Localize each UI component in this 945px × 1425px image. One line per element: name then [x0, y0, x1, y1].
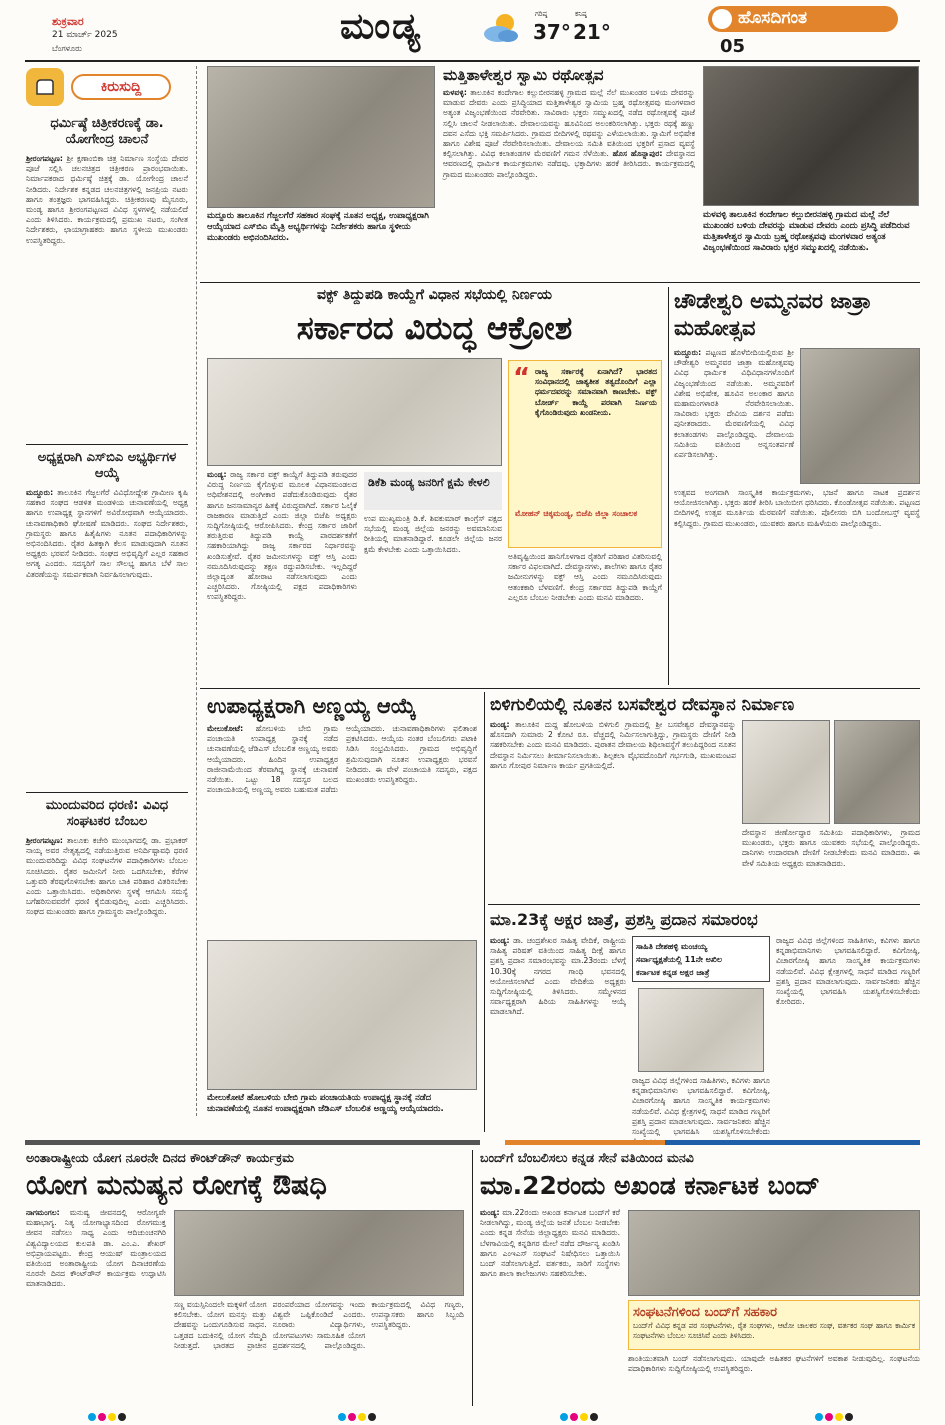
story-text: ಸಣ್ಣ ವಯಸ್ಸಿನಿಂದಲೇ ಮಕ್ಕಳಿಗೆ ಯೋಗ ಕಲಿಸಬೇಕು. ಯೋಗ ಮನಸ್ಸು ಮತ್ತು ದೇಹವನ್ನು ಒಂದುಗೂಡಿಸುವ ಸಾಧನ. ಒತ್ತಡದ ಬದುಕಿನಲ್ಲಿ ಯೋಗ ನೆಮ್ಮದಿ ನೀಡುತ್ತದೆ. ಭಾರತದ ಪ್ರಾಚೀನ ಪರಂಪರೆಯಾದ ಯೋಗವನ್ನು ಇಂದು ವಿಶ್ವವೇ ಒಪ್ಪಿಕೊಂಡಿದೆ ಎಂದರು. ನೂರಾರು ವಿದ್ಯಾರ್ಥಿಗಳು, ಯೋಗಪಟುಗಳು ಸಾಮೂಹಿಕ ಯೋಗ ಪ್ರದರ್ಶನದಲ್ಲಿ ಪಾಲ್ಗೊಂಡಿದ್ದರು. ಕಾರ್ಯಕ್ರಮದಲ್ಲಿ ವಿವಿಧ ಗಣ್ಯರು, ಉಪನ್ಯಾಸಕರು ಹಾಗೂ ಸಿಬ್ಬಂದಿ ಉಪಸ್ಥಿತರಿದ್ದರು. — [174, 1300, 464, 1350]
quote-byline: ಮೋಹನ್ ಚಿಕ್ಕಮಂಡ್ಯ, ಬಿಜೆಪಿ ಜಿಲ್ಲಾ ಸಂಚಾಲಕ — [515, 509, 638, 518]
registration-marks-center — [338, 1406, 398, 1416]
divider — [26, 444, 188, 445]
divider — [200, 688, 920, 689]
photo-caption: ಮೇಲುಕೋಟೆ ಹೋಬಳಿಯ ಬೇಬಿ ಗ್ರಾಮ ಪಂಚಾಯತಿಯ ಉಪಾಧ್ಯಕ್ಷ ಸ್ಥಾನಕ್ಕೆ ನಡೆದ ಚುನಾವಣೆಯಲ್ಲಿ ನೂತನ ಉಪಾಧ್ಯಕ್ಷರಾಗಿ ಜೆಡಿಎಸ್ ಬೆಂಬಲಿತ ಅಣ್ಣಯ್ಯ ಆಯ್ಕೆಯಾದರು. — [207, 1093, 444, 1114]
yoga-body-2 — [174, 1300, 464, 1404]
story-text: ಮಾ.22ರಂದು ಅಖಂಡ ಕರ್ನಾಟಕ ಬಂದ್‌ಗೆ ಕರೆ ನೀಡಲಾಗಿದ್ದು, ಮಂಡ್ಯ ಜಿಲ್ಲೆಯ ಜನತೆ ಬೆಂಬಲ ನೀಡಬೇಕು ಎಂದು ಕನ್ನಡ ಸೇನೆಯ ಜಿಲ್ಲಾಧ್ಯಕ್ಷರು ಮನವಿ ಮಾಡಿದರು. ಬೆಳಗಾವಿಯಲ್ಲಿ ಕನ್ನಡಿಗರ ಮೇಲೆ ನಡೆದ ದೌರ್ಜನ್ಯ ಖಂಡಿಸಿ ಹಾಗೂ ಎಂಇಎಸ್ ಸಂಘಟನೆ ನಿಷೇಧಿಸಲು ಒತ್ತಾಯಿಸಿ ಬಂದ್ ನಡೆಸಲಾಗುತ್ತಿದೆ. ವರ್ತಕರು, ಸಾರಿಗೆ ಸಂಸ್ಥೆಗಳು ಹಾಗೂ ಶಾಲಾ ಕಾಲೇಜುಗಳು ಸಹಕರಿಸಬೇಕು. — [480, 1208, 620, 1279]
waqf-body-col1 — [207, 470, 357, 682]
paper-name: ಹೊಸದಿಗಂತ — [738, 8, 808, 28]
temple-tower-photo — [800, 348, 920, 484]
panchayat-members-photo — [207, 940, 477, 1090]
story-text: ತಾಲೂಕಿನ ಕಂದೇಗಾಲ ಕಲ್ಲುಬೀರನಹಳ್ಳಿ ಗ್ರಾಮದ ಮಲ್ಲೆ ನೆಲೆ ಮುಖಂಡರ ಬಳಿಯ ದೇವರನ್ನು ಮಾಡುವ ದೇವರು ಎಂದು ಪ್ರಸಿದ್ಧಿಯಾದ ಮತ್ತಿತಾಳೇಶ್ವರ ಸ್ವಾಮಿಯ ಬ್ರಹ್ಮ ರಥೋತ್ಸವವು ಮಂಗಳವಾರ ಅತ್ಯಂತ ವಿಜೃಂಭಣೆಯಿಂದ ನೆರವೇರಿತು. ಸಾವಿರಾರು ಭಕ್ತರು ಸಮ್ಮುಖದಲ್ಲಿ ನಡೆದ ರಥೋತ್ಸವಕ್ಕೆ ಪೂಜೆ ಸಲ್ಲಿಸಿ ಚಾಲನೆ ನೀಡಲಾಯಿತು. ದೇವಾಲಯವನ್ನು ಹೂವಿನಿಂದ ಅಲಂಕರಿಸಲಾಗಿತ್ತು. ಭಕ್ತರು ರಥಕ್ಕೆ ಹಣ್ಣು ದವನ ಎಸೆದು ಭಕ್ತಿ ಸಮರ್ಪಿಸಿದರು. ಗ್ರಾಮದ ಬೀದಿಗಳಲ್ಲಿ ರಥವನ್ನು ಎಳೆಯಲಾಯಿತು. ಸ್ವಾಮಿಗೆ ಅಭಿಷೇಕ ಹಾಗೂ ವಿಶೇಷ ಪೂಜೆ ನೆರವೇರಿಸಲಾಯಿತು. ದೇವಾಲಯ ಸಮಿತಿ ವತಿಯಿಂದ ಭಕ್ತರಿಗೆ ಪ್ರಸಾದ ವ್ಯವಸ್ಥೆ ಕಲ್ಪಿಸಲಾಗಿತ್ತು. ವಿವಿಧ ಕಲಾತಂಡಗಳ ಮೆರವಣಿಗೆ ಗಮನ ಸೆಳೆಯಿತು. — [443, 88, 696, 159]
story-text: ಶಾಂತಿಯುತವಾಗಿ ಬಂದ್ ನಡೆಸಲಾಗುವುದು. ಯಾವುದೇ ಅಹಿತಕರ ಘಟನೆಗಳಿಗೆ ಅವಕಾಶ ನೀಡುವುದಿಲ್ಲ. ಸಂಘಟನೆಯ ಪದಾಧಿಕಾರಿಗಳು ಸುದ್ದಿಗೋಷ್ಠಿಯಲ್ಲಿ ಉಪಸ್ಥಿತರಿದ್ದರು. — [628, 1354, 920, 1374]
yoga-headline: ಯೋಗ ಮನುಷ್ಯನ ರೋಗಕ್ಕೆ ಔಷಧಿ — [26, 1170, 327, 1201]
story-headline: ಧರ್ಮಿಷ್ಠೆ ಚಿತ್ರೀಕರಣಕ್ಕೆ ಡಾ. ಯೋಗೇಂದ್ರ ಚಾಲನೆ — [50, 116, 164, 147]
strip-orange — [505, 1140, 665, 1145]
basava-headline: ಬಿಳಿಗುಲಿಯಲ್ಲಿ ನೂತನ ಬಸವೇಶ್ವರ ದೇವಸ್ಥಾನ ನಿರ್ಮಾಣ — [490, 695, 795, 715]
date-label: 21 ಮಾರ್ಚ್ 2025 — [52, 30, 118, 40]
story-text: ಮನುಷ್ಯ ಜೀವನದಲ್ಲಿ ಆರೋಗ್ಯವೇ ಮಹಾಭಾಗ್ಯ. ನಿತ್ಯ ಯೋಗಾಭ್ಯಾಸದಿಂದ ರೋಗಮುಕ್ತ ಜೀವನ ನಡೆಸಲು ಸಾಧ್ಯ ಎಂದು ಆದಿಚುಂಚನಗಿರಿ ವಿಶ್ವವಿದ್ಯಾಲಯದ ಕುಲಪತಿ ಡಾ. ಎಂ.ಎ. ಶೇಖರ್ ಅಭಿಪ್ರಾಯಪಟ್ಟರು. ಕೇಂದ್ರ ಆಯುಷ್ ಮಂತ್ರಾಲಯದ ವತಿಯಿಂದ ಅಂತಾರಾಷ್ಟ್ರೀಯ ಯೋಗ ದಿನಾಚರಣೆಯ ನೂರನೇ ದಿನದ ಕೌಂಟ್‌ಡೌನ್ ಕಾರ್ಯಕ್ರಮ ಉದ್ಘಾಟಿಸಿ ಮಾತನಾಡಿದರು. — [26, 1208, 166, 1289]
registration-marks-right — [560, 1406, 620, 1416]
dateline: ಮೇಲುಕೋಟೆ: — [207, 724, 244, 733]
dateline: ಮಳವಳ್ಳಿ: — [443, 88, 467, 97]
quote-mark-icon: “ — [513, 363, 531, 393]
basava-body-2 — [742, 828, 920, 900]
story-body — [480, 1208, 620, 1279]
akshara-body-2: ರಾಜ್ಯದ ವಿವಿಧ ಜಿಲ್ಲೆಗಳಿಂದ ಸಾಹಿತಿಗಳು, ಕವಿಗಳು ಹಾಗೂ ಕನ್ನಡಾಭಿಮಾನಿಗಳು ಭಾಗವಹಿಸಲಿದ್ದಾರೆ. ಕವಿಗೋಷ್ಠಿ, ವಿಚಾರಗೋಷ್ಠಿ ಹಾಗೂ ಸಾಂಸ್ಕೃತಿಕ ಕಾರ್ಯಕ್ರಮಗಳು ನಡೆಯಲಿವೆ. ವಿವಿಧ ಕ್ಷೇತ್ರಗಳಲ್ಲಿ ಸಾಧನೆ ಮಾಡಿದ ಗಣ್ಯರಿಗೆ ಪ್ರಶಸ್ತಿ ಪ್ರದಾನ ಮಾಡಲಾಗುವುದು. ಸಾರ್ವಜನಿಕರು ಹೆಚ್ಚಿನ ಸಂಖ್ಯೆಯಲ್ಲಿ ಭಾಗವಹಿಸಿ ಯಶಸ್ವಿಗೊಳಿಸಬೇಕೆಂದು — [632, 1076, 770, 1137]
left-story-1 — [26, 116, 188, 440]
temple-model-photo — [742, 720, 830, 824]
story-body — [490, 720, 736, 771]
akshara-body-1 — [490, 936, 626, 1126]
dateline: ಶ್ರೀರಂಗಪಟ್ಟಣ: — [26, 154, 63, 163]
basava-body-1 — [490, 720, 736, 900]
story-body — [26, 154, 188, 246]
story-text: ದೇವಸ್ಥಾನದ ಆವರಣದಲ್ಲಿ ಧಾರ್ಮಿಕ ಕಾರ್ಯಕ್ರಮಗಳು ನಡೆದವು. ಭಕ್ತಾದಿಗಳು ಹರಕೆ ತೀರಿಸಿದರು. ಕಾರ್ಯಕ್ರಮದಲ್ಲಿ ಗ್ರಾಮದ ಮುಖಂಡರು ಪಾಲ್ಗೊಂಡಿದ್ದರು. — [443, 149, 695, 179]
kannada-sene-photo — [628, 1210, 920, 1296]
highlight-line-1: ಸಾಹಿತಿ ದೇಶಹಳ್ಳಿ ಮಂಚಯ್ಯ — [636, 942, 708, 951]
highlight-box — [632, 936, 770, 982]
dateline: ಮದ್ದೂರು: — [26, 488, 54, 497]
akshara-body-3 — [776, 936, 920, 1132]
min-temp: 21° — [573, 20, 611, 44]
choudeshwari-headline: ಚೌಡೇಶ್ವರಿ ಅಮ್ಮನವರ ಜಾತ್ರಾ ಮಹೋತ್ಸವ — [674, 289, 872, 340]
chariot-festival-photo — [703, 66, 919, 206]
column-rule — [472, 1150, 473, 1406]
bandh-headline: ಮಾ.22ರಂದು ಅಖಂಡ ಕರ್ನಾಟಕ ಬಂದ್ — [480, 1171, 820, 1200]
support-box — [628, 1300, 920, 1350]
day-label: ಶುಕ್ರವಾರ — [52, 15, 84, 28]
min-temp-label: ಕನಿಷ್ಠ — [575, 10, 587, 18]
dateline: ನಾಗಮಂಗಲ: — [26, 1208, 60, 1217]
photo-caption: ಮಳವಳ್ಳಿ ತಾಲೂಕಿನ ಕಂದೇಗಾಲ ಕಲ್ಲುಬೀರನಹಳ್ಳಿ ಗ್ರಾಮದ ಮಲ್ಲೆ ನೆಲೆ ಮುಖಂಡರ ಬಳಿಯ ದೇವರನ್ನು ಮಾಡುವ ದೇವರು ಎಂದು ಪ್ರಸಿದ್ಧಿ ಪಡೆದಿರುವ ಮತ್ತಿತಾಳೇಶ್ವರ ಸ್ವಾಮಿಯ ಬ್ರಹ್ಮ ರಥೋತ್ಸವವು ಮಂಗಳವಾರ ಅತ್ಯಂತ ವಿಜೃಂಭಣೆಯಿಂದ ಸಾವಿರಾರು ಭಕ್ತರ ಸಮ್ಮುಖದಲ್ಲಿ ನಡೆಯಿತು. — [703, 210, 910, 253]
page-number: 05 — [720, 36, 746, 57]
bottom-color-strip — [25, 1140, 920, 1145]
story-text: ತಾಲೂಕು ಕಚೇರಿ ಮುಂಭಾಗದಲ್ಲಿ ಡಾ. ಪ್ರಭಾಕರ್ ನಾಯ್ಕ ಅವರ ನೇತೃತ್ವದಲ್ಲಿ ನಡೆಯುತ್ತಿರುವ ಅನಿರ್ದಿಷ್ಟಾವಧಿ ಧರಣಿ ಮುಂದುವರಿದಿದ್ದು ವಿವಿಧ ಸಂಘಟನೆಗಳ ಪದಾಧಿಕಾರಿಗಳು ಬೆಂಬಲ ಸೂಚಿಸಿದರು. ರೈತರ ಜಮೀನಿಗೆ ನೀರು ಒದಗಿಸಬೇಕು, ಕೆರೆಗಳ ಒತ್ತುವರಿ ತೆರವುಗೊಳಿಸಬೇಕು ಹಾಗೂ ಬಾಕಿ ಪರಿಹಾರ ವಿತರಿಸಬೇಕು ಎಂದು ಒತ್ತಾಯಿಸಿದರು. ಅಧಿಕಾರಿಗಳು ಸ್ಥಳಕ್ಕೆ ಆಗಮಿಸಿ ಸಮಸ್ಯೆ ಬಗೆಹರಿಸುವವರೆಗೆ ಧರಣಿ ಕೈಬಿಡುವುದಿಲ್ಲ ಎಂದು ಎಚ್ಚರಿಸಿದರು. ಸಂಘದ ಮುಖಂಡರು ಹಾಗೂ ಗ್ರಾಮಸ್ಥರು ಪಾಲ್ಗೊಂಡಿದ್ದರು. — [26, 836, 188, 917]
support-box-body: ಬಂದ್‌ಗೆ ವಿವಿಧ ಕನ್ನಡ ಪರ ಸಂಘಟನೆಗಳು, ರೈತ ಸಂಘಗಳು, ಆಟೋ ಚಾಲಕರ ಸಂಘ, ವರ್ತಕರ ಸಂಘ ಹಾಗೂ ಕಾರ್ಮಿಕ ಸಂಘಟನೆಗಳು ಬೆಂಬಲ ಸೂಚಿಸಿವೆ ಎಂದು ತಿಳಿಸಿದರು. — [633, 1321, 915, 1340]
dateline: ಮಂಡ್ಯ: — [490, 720, 510, 729]
waqf-kicker: ವಕ್ಫ್ ತಿದ್ದುಪಡಿ ಕಾಯ್ದೆಗೆ ವಿಧಾನ ಸಭೆಯಲ್ಲಿ ನಿರ್ಣಯ — [317, 287, 552, 303]
committee-photo — [834, 720, 920, 824]
story-text: ಶ್ರೀ ಕ್ಷಣಾಂಬಿಕಾ ಚಿತ್ರ ನಿರ್ಮಾಣ ಸಂಸ್ಥೆಯ ದೇವರ ಪೂಜೆ ಸಲ್ಲಿಸಿ ಚಲನಚಿತ್ರದ ಚಿತ್ರೀಕರಣ ಪ್ರಾರಂಭವಾಯಿತು. ನಿರ್ಮಾಪಕರಾದ ಧರ್ಮಿಷ್ಠೆ ಚಿತ್ರಕ್ಕೆ ಡಾ. ಯೋಗೇಂದ್ರ ಚಾಲನೆ ನೀಡಿದರು. ನಿರ್ದೇಶಕ ಕನ್ನಡದ ಚಲನಚಿತ್ರಗಳಲ್ಲಿ ಜನಪ್ರಿಯ ನಟರು ಹಾಗೂ ತಂತ್ರಜ್ಞರು ಭಾಗವಹಿಸಿದ್ದರು. ಚಿತ್ರೀಕರಣವು ಮೈಸೂರು, ಮಂಡ್ಯ ಹಾಗೂ ಶ್ರೀರಂಗಪಟ್ಟಣದ ವಿವಿಧ ಸ್ಥಳಗಳಲ್ಲಿ ನಡೆಯಲಿದೆ ಎಂದು ತಿಳಿಸಿದರು. ಕಾರ್ಯಕ್ರಮದಲ್ಲಿ ಪ್ರಮುಖ ನಟರು, ಸಂಗೀತ ನಿರ್ದೇಶಕರು, ಛಾಯಾಗ್ರಾಹಕರು ಹಾಗೂ ಸ್ಥಳೀಯ ಮುಖಂಡರು ಉಪಸ್ಥಿತರಿದ್ದರು. — [26, 154, 188, 245]
left-story-2 — [26, 450, 188, 830]
story-body — [26, 488, 188, 580]
divider — [488, 904, 920, 905]
city-label: ಬೆಂಗಳೂರು — [52, 44, 82, 53]
story-text: ಉತ್ಸವದ ಅಂಗವಾಗಿ ಸಾಂಸ್ಕೃತಿಕ ಕಾರ್ಯಕ್ರಮಗಳು, ಭಜನೆ ಹಾಗೂ ನಾಟಕ ಪ್ರದರ್ಶನ ಆಯೋಜಿಸಲಾಗಿತ್ತು. ಭಕ್ತರು ಹರಕೆ ತೀರಿಸಿ ಬಾಯಿಬೀಗ ಧರಿಸಿದರು. ಕೊಂಡೋತ್ಸವ ನಡೆಯಿತು. ಪಟ್ಟಣದ ಬೀದಿಗಳಲ್ಲಿ ಉತ್ಸವ ಮೂರ್ತಿಯ ಮೆರವಣಿಗೆ ನಡೆಯಿತು. ಪೊಲೀಸರು ಬಿಗಿ ಬಂದೋಬಸ್ತ್ ವ್ಯವಸ್ಥೆ ಕಲ್ಪಿಸಿದ್ದರು. ಗ್ರಾಮದ ಮುಖಂಡರು, ಯುವಕರು ಹಾಗೂ ಮಹಿಳೆಯರು ಪಾಲ್ಗೊಂಡಿದ್ದರು. — [674, 488, 920, 528]
story-body — [26, 836, 188, 918]
divider — [26, 792, 188, 793]
highlight-line-2: ಸರ್ವಾಧ್ಯಕ್ಷತೆಯಲ್ಲಿ 11ನೇ ಅಖಿಲ — [636, 955, 723, 964]
choudeshwari-body-1 — [674, 348, 794, 483]
dateline: ಹೊಸ ಹೊನ್ನಾಪುರ: — [612, 149, 663, 159]
dateline: ಮಂಡ್ಯ: — [480, 1208, 500, 1217]
story-text: ರಾಜ್ಯದ ವಿವಿಧ ಜಿಲ್ಲೆಗಳಿಂದ ಸಾಹಿತಿಗಳು, ಕವಿಗಳು ಹಾಗೂ ಕನ್ನಡಾಭಿಮಾನಿಗಳು ಭಾಗವಹಿಸಲಿದ್ದಾರೆ. ಕವಿಗೋಷ್ಠಿ, ವಿಚಾರಗೋಷ್ಠಿ ಹಾಗೂ ಸಾಂಸ್ಕೃತಿಕ ಕಾರ್ಯಕ್ರಮಗಳು ನಡೆಯಲಿವೆ. ವಿವಿಧ ಕ್ಷೇತ್ರಗಳಲ್ಲಿ ಸಾಧನೆ ಮಾಡಿದ ಗಣ್ಯರಿಗೆ ಪ್ರಶಸ್ತಿ ಪ್ರದಾನ ಮಾಡಲಾಗುವುದು. ಸಾರ್ವಜನಿಕರು ಹೆಚ್ಚಿನ ಸಂಖ್ಯೆಯಲ್ಲಿ ಭಾಗವಹಿಸಿ ಯಶಸ್ವಿಗೊಳಿಸಬೇಕೆಂದು ಕೋರಿದರು. — [776, 936, 920, 1007]
bandh-body-2 — [628, 1354, 920, 1404]
left-story-3 — [26, 798, 188, 1120]
highlight-line-3: ಕರ್ನಾಟಕ ಕನ್ನಡ ಅಕ್ಷರ ಜಾತ್ರೆ — [636, 968, 710, 977]
akshara-headline: ಮಾ.23ಕ್ಕೆ ಅಕ್ಷರ ಜಾತ್ರೆ, ಪ್ರಶಸ್ತಿ ಪ್ರದಾನ ಸಮಾರಂಭ — [490, 910, 758, 929]
yoga-kicker: ಅಂತಾರಾಷ್ಟ್ರೀಯ ಯೋಗ ನೂರನೇ ದಿನದ ಕೌಂಟ್‌ಡೌನ್ ಕಾರ್ಯಕ್ರಮ — [26, 1150, 295, 1165]
annayya-body — [207, 724, 477, 934]
kirusuddi-label: ಕಿರುಸುದ್ದಿ — [71, 74, 171, 100]
story-text: ಪಟ್ಟಣದ ಹೊಳೆಬೀದಿಯಲ್ಲಿರುವ ಶ್ರೀ ಚೌಡೇಶ್ವರಿ ಅಮ್ಮನವರ ಜಾತ್ರಾ ಮಹೋತ್ಸವವು ವಿವಿಧ ಧಾರ್ಮಿಕ ವಿಧಿವಿಧಾನಗಳೊಂದಿಗೆ ವಿಜೃಂಭಣೆಯಿಂದ ನಡೆಯಿತು. ಅಮ್ಮನವರಿಗೆ ವಿಶೇಷ ಅಭಿಷೇಕ, ಹೂವಿನ ಅಲಂಕಾರ ಹಾಗೂ ಮಹಾಮಂಗಳಾರತಿ ನೆರವೇರಿಸಲಾಯಿತು. ಸಾವಿರಾರು ಭಕ್ತರು ದೇವಿಯ ದರ್ಶನ ಪಡೆದು ಪುನೀತರಾದರು. ಮೆರವಣಿಗೆಯಲ್ಲಿ ವಿವಿಧ ಕಲಾತಂಡಗಳು ಪಾಲ್ಗೊಂಡಿದ್ದವು. ದೇವಾಲಯ ಸಮಿತಿಯ ವತಿಯಿಂದ ಅನ್ನಸಂತರ್ಪಣೆ ಏರ್ಪಡಿಸಲಾಗಿತ್ತು. — [674, 348, 794, 460]
story-body — [443, 88, 695, 180]
strip-dark — [25, 1140, 480, 1145]
story-text: ತಾಲೂಕಿನ ಗೆಜ್ಜಲಗೆರೆ ವಿವಿಧೋದ್ದೇಶ ಗ್ರಾಮೀಣ ಕೃಷಿ ಸಹಕಾರ ಸಂಘದ ಆಡಳಿತ ಮಂಡಳಿಯ ಚುನಾವಣೆಯಲ್ಲಿ ಅಧ್ಯಕ್ಷ ಹಾಗೂ ಉಪಾಧ್ಯಕ್ಷ ಸ್ಥಾನಗಳಿಗೆ ಅವಿರೋಧವಾಗಿ ಆಯ್ಕೆಯಾದರು. ಚುನಾವಣಾಧಿಕಾರಿ ಘೋಷಣೆ ಮಾಡಿದರು. ಸಂಘದ ನಿರ್ದೇಶಕರು, ಗ್ರಾಮಸ್ಥರು ಹಾಗೂ ಹಿತೈಷಿಗಳು ನೂತನ ಪದಾಧಿಕಾರಿಗಳನ್ನು ಅಭಿನಂದಿಸಿದರು. ರೈತರ ಹಿತಕ್ಕಾಗಿ ಕೆಲಸ ಮಾಡುವುದಾಗಿ ನೂತನ ಅಧ್ಯಕ್ಷರು ಭರವಸೆ ನೀಡಿದರು. ಸಂಘದ ಅಭಿವೃದ್ಧಿಗೆ ಎಲ್ಲರ ಸಹಕಾರ ಅಗತ್ಯ ಎಂದರು. ಸದಸ್ಯರಿಗೆ ಸಾಲ ಸೌಲಭ್ಯ ಹಾಗೂ ಬೆಳೆ ಸಾಲ ವಿತರಣೆಯನ್ನು ಸಮರ್ಪಕವಾಗಿ ನಿರ್ವಹಿಸಲಾಗುವುದು. — [26, 488, 189, 579]
story-body — [490, 936, 626, 1018]
strip-blue — [665, 1140, 920, 1145]
column-rule — [196, 66, 197, 1116]
story-text: ತಾಲೂಕಿನ ದುದ್ದ ಹೋಬಳಿಯ ಬಿಳಿಗುಲಿ ಗ್ರಾಮದಲ್ಲಿ ಶ್ರೀ ಬಸವೇಶ್ವರ ದೇವಸ್ಥಾನವನ್ನು ಹೊಸದಾಗಿ ಸುಮಾರು 2 ಕೋಟಿ ರೂ. ವೆಚ್ಚದಲ್ಲಿ ನಿರ್ಮಿಸಲಾಗುತ್ತಿದ್ದು, ಗ್ರಾಮಸ್ಥರು ದೇಣಿಗೆ ನೀಡಿ ಸಹಕರಿಸಬೇಕು ಎಂದು ಮನವಿ ಮಾಡಿದರು. ಪುರಾತನ ದೇವಾಲಯ ಶಿಥಿಲಾವಸ್ಥೆಗೆ ತಲುಪಿದ್ದರಿಂದ ನೂತನ ದೇವಸ್ಥಾನ ನಿರ್ಮಿಸಲು ತೀರ್ಮಾನಿಸಲಾಯಿತು. ಶಿಲ್ಪಕಲಾ ವೈಭವದೊಂದಿಗೆ ಗರ್ಭಗುಡಿ, ಮುಖಮಂಟಪ ಹಾಗೂ ಗೋಪುರ ನಿರ್ಮಾಣ ಕಾರ್ಯ ಪ್ರಗತಿಯಲ್ಲಿದೆ. — [490, 720, 736, 770]
story-text: ಡಾ. ಚಂದ್ರಶೇಖರ ಸಾಹಿತ್ಯ ವೇದಿಕೆ, ರಾಷ್ಟ್ರೀಯ ಸಾಹಿತ್ಯ ಪರಿಷತ್ ವತಿಯಿಂದ ಸಾಹಿತ್ಯ ದೀಕ್ಷೆ ಹಾಗೂ ಪ್ರಶಸ್ತಿ ಪ್ರದಾನ ಸಮಾರಂಭವನ್ನು ಮಾ.23ರಂದು ಬೆಳಗ್ಗೆ 10.30ಕ್ಕೆ ನಗರದ ಗಾಂಧಿ ಭವನದಲ್ಲಿ ಆಯೋಜಿಸಲಾಗಿದೆ ಎಂದು ವೇದಿಕೆಯ ಅಧ್ಯಕ್ಷರು ಸುದ್ದಿಗೋಷ್ಠಿಯಲ್ಲಿ ತಿಳಿಸಿದರು. ಸಮ್ಮೇಳನದ ಸರ್ವಾಧ್ಯಕ್ಷರಾಗಿ ಹಿರಿಯ ಸಾಹಿತಿಗಳನ್ನು ಆಯ್ಕೆ ಮಾಡಲಾಗಿದೆ. — [490, 936, 626, 1017]
waqf-headline: ಸರ್ಕಾರದ ವಿರುದ್ಧ ಆಕ್ರೋಶ — [296, 309, 573, 347]
sub-headline: ಡಿಕೆಶಿ ಮಂಡ್ಯ ಜನರಿಗೆ ಕ್ಷಮೆ ಕೇಳಲಿ — [364, 472, 502, 510]
story-text: ಅತಿವೃಷ್ಟಿಯಿಂದ ಹಾನಿಗೊಳಗಾದ ರೈತರಿಗೆ ಪರಿಹಾರ ವಿತರಿಸುವಲ್ಲಿ ಸರ್ಕಾರ ವಿಫಲವಾಗಿದೆ. ದೇವಸ್ಥಾನಗಳು, ಶಾಲೆಗಳು ಹಾಗೂ ರೈತರ ಜಮೀನುಗಳನ್ನು ವಕ್ಫ್ ಆಸ್ತಿ ಎಂದು ನಮೂದಿಸಿರುವುದು ಆತಂಕಕಾರಿ ಬೆಳವಣಿಗೆ. ಕೇಂದ್ರ ಸರ್ಕಾರದ ತಿದ್ದುಪಡಿ ಕಾಯ್ದೆಗೆ ಎಲ್ಲರೂ ಬೆಂಬಲ ನೀಡಬೇಕು ಎಂದು ಮನವಿ ಮಾಡಿದರು. — [508, 552, 662, 602]
quote-text: ರಾಜ್ಯ ಸರ್ಕಾರಕ್ಕೆ ಏನಾಗಿದೆ? ಭಾರತದ ಸಂವಿಧಾನದಲ್ಲಿ ಜಾತ್ಯತೀತ ತತ್ವದೊಂದಿಗೆ ಎಲ್ಲಾ ಧರ್ಮದವರನ್ನು ಸಮಾನವಾಗಿ ಕಾಣಬೇಕು. ವಕ್ಫ್ ಬೋರ್ಡ್ ಕಾಯ್ದೆ ಪರವಾಗಿ ನಿರ್ಣಯ ಕೈಗೊಂಡಿರುವುದು ಖಂಡನೀಯ. — [535, 367, 657, 417]
bandh-body-1 — [480, 1208, 620, 1404]
column-rule — [484, 692, 485, 1132]
choudeshwari-body-2 — [674, 488, 920, 682]
yoga-session-photo — [174, 1210, 464, 1296]
logo-emblem-icon — [712, 9, 732, 29]
dateline: ಮಂಡ್ಯ: — [490, 936, 510, 945]
bandh-kicker: ಬಂದ್‌ಗೆ ಬೆಂಬಲಿಸಲು ಕನ್ನಡ ಸೇನೆ ವತಿಯಿಂದ ಮನವಿ — [480, 1150, 694, 1165]
masthead — [0, 0, 945, 60]
story-body — [26, 1208, 166, 1290]
cooperative-group-photo — [207, 66, 435, 208]
rathotsava-story — [443, 66, 695, 278]
yoga-body-1 — [26, 1208, 166, 1404]
story-headline: ಮುಂದುವರಿದ ಧರಣಿ: ವಿವಿಧ ಸಂಘಟಕರ ಬೆಂಬಲ — [45, 798, 169, 829]
story-body — [207, 470, 357, 603]
story-text: ರಾಜ್ಯ ಸರ್ಕಾರ ವಕ್ಫ್ ಕಾಯ್ದೆಗೆ ತಿದ್ದುಪಡಿ ತರುವುದರ ವಿರುದ್ಧ ನಿರ್ಣಯ ಕೈಗೊಳ್ಳುವ ಮೂಲಕ ವಿಧಾನಮಂಡಲದ ಅಧಿವೇಶನದಲ್ಲಿ ಅಂಗೀಕಾರ ಪಡೆದುಕೊಂಡಿರುವುದು ರೈತರ ಹಾಗೂ ಜನಸಾಮಾನ್ಯರ ಹಿತಕ್ಕೆ ವಿರುದ್ಧವಾಗಿದೆ. ಸರ್ಕಾರ ಓಲೈಕೆ ರಾಜಕಾರಣ ಮಾಡುತ್ತಿದೆ ಎಂದು ಜಿಲ್ಲಾ ಬಿಜೆಪಿ ಅಧ್ಯಕ್ಷರು ಸುದ್ದಿಗೋಷ್ಠಿಯಲ್ಲಿ ಆರೋಪಿಸಿದರು. ಕೇಂದ್ರ ಸರ್ಕಾರ ಜಾರಿಗೆ ತರುತ್ತಿರುವ ತಿದ್ದುಪಡಿ ಕಾಯ್ದೆ ಪಾರದರ್ಶಕತೆಗೆ ಸಹಕಾರಿಯಾಗಿದ್ದು ರಾಜ್ಯ ಸರ್ಕಾರದ ನಿರ್ಧಾರವನ್ನು ಖಂಡಿಸುತ್ತೇವೆ. ರೈತರ ಜಮೀನುಗಳನ್ನು ವಕ್ಫ್ ಆಸ್ತಿ ಎಂದು ನಮೂದಿಸಿರುವುದನ್ನು ತಕ್ಷಣ ರದ್ದುಪಡಿಸಬೇಕು. ಇಲ್ಲದಿದ್ದರೆ ಜಿಲ್ಲಾದ್ಯಂತ ಹೋರಾಟ ನಡೆಸಲಾಗುವುದು ಎಂದು ಎಚ್ಚರಿಸಿದರು. ಗೋಷ್ಠಿಯಲ್ಲಿ ಪಕ್ಷದ ಪದಾಧಿಕಾರಿಗಳು ಉಪಸ್ಥಿತರಿದ್ದರು. — [207, 470, 357, 602]
story-text: ಹೋಬಳಿಯ ಬೇಬಿ ಗ್ರಾಮ ಪಂಚಾಯತಿ ಉಪಾಧ್ಯಕ್ಷ ಸ್ಥಾನಕ್ಕೆ ನಡೆದ ಚುನಾವಣೆಯಲ್ಲಿ ಜೆಡಿಎಸ್ ಬೆಂಬಲಿತ ಅಣ್ಣಯ್ಯ ಅವರು ಆಯ್ಕೆಯಾದರು. ಹಿಂದಿನ ಉಪಾಧ್ಯಕ್ಷರ ರಾಜೀನಾಮೆಯಿಂದ ತೆರವಾಗಿದ್ದ ಸ್ಥಾನಕ್ಕೆ ಚುನಾವಣೆ ನಡೆಯಿತು. ಒಟ್ಟು 18 ಸದಸ್ಯರ ಬಲದ ಪಂಚಾಯತಿಯಲ್ಲಿ ಅಣ್ಣಯ್ಯ ಅವರು ಬಹುಮತ ಪಡೆದು ಆಯ್ಕೆಯಾದರು. ಚುನಾವಣಾಧಿಕಾರಿಗಳು ಫಲಿತಾಂಶ ಪ್ರಕಟಿಸಿದರು. ಆಯ್ಕೆಯ ನಂತರ ಬೆಂಬಲಿಗರು ಪಟಾಕಿ ಸಿಡಿಸಿ ಸಂಭ್ರಮಿಸಿದರು. ಗ್ರಾಮದ ಅಭಿವೃದ್ಧಿಗೆ ಶ್ರಮಿಸುವುದಾಗಿ ನೂತನ ಉಪಾಧ್ಯಕ್ಷರು ಭರವಸೆ ನೀಡಿದರು. ಈ ವೇಳೆ ಪಂಚಾಯತಿ ಸದಸ್ಯರು, ಪಕ್ಷದ ಮುಖಂಡರು ಉಪಸ್ಥಿತರಿದ್ದರು. — [207, 724, 477, 795]
column-rule — [668, 287, 669, 685]
registration-marks-far-right — [815, 1406, 875, 1416]
dateline: ಶ್ರೀರಂಗಪಟ್ಟಣ: — [26, 836, 63, 845]
press-meet-photo — [207, 358, 502, 466]
section-title: ಮಂಡ್ಯ — [340, 6, 423, 47]
story-headline: ಮತ್ತಿತಾಳೇಶ್ವರ ಸ್ವಾಮಿ ರಥೋತ್ಸವ — [443, 66, 604, 84]
story-body — [674, 348, 794, 460]
sub-body: ಉಪ ಮುಖ್ಯಮಂತ್ರಿ ಡಿ.ಕೆ. ಶಿವಕುಮಾರ್ ಕಾಂಗ್ರೆಸ್ ಪಕ್ಷದ ಸಭೆಯಲ್ಲಿ ಮಂಡ್ಯ ಜಿಲ್ಲೆಯ ಜನರನ್ನು ಅವಮಾನಿಸುವ ರೀತಿಯಲ್ಲಿ ಮಾತನಾಡಿದ್ದಾರೆ. ಕೂಡಲೇ ಜಿಲ್ಲೆಯ ಜನರ ಕ್ಷಮೆ ಕೇಳಬೇಕು ಎಂದು ಒತ್ತಾಯಿಸಿದರು. — [364, 514, 502, 554]
writer-portrait-photo — [638, 988, 764, 1072]
paper-logo — [708, 6, 898, 32]
weather-icon — [478, 8, 524, 48]
kirusuddi-badge — [26, 68, 176, 110]
divider — [200, 282, 920, 283]
photo-caption: ಮದ್ದೂರು ತಾಲೂಕಿನ ಗೆಜ್ಜಲಗೆರೆ ಸಹಕಾರ ಸಂಘಕ್ಕೆ ನೂತನ ಅಧ್ಯಕ್ಷ, ಉಪಾಧ್ಯಕ್ಷರಾಗಿ ಆಯ್ಕೆಯಾದ ಎಸ್‌ಬಿಎ ಮೈತ್ರಿ ಅಭ್ಯರ್ಥಿಗಳನ್ನು ನಿರ್ದೇಶಕರು ಹಾಗೂ ಸ್ಥಳೀಯ ಮುಖಂಡರು ಅಭಿನಂದಿಸಿದರು. — [207, 211, 429, 243]
story-body — [207, 724, 477, 795]
support-box-headline: ಸಂಘಟನೆಗಳಿಂದ ಬಂದ್‌ಗೆ ಸಹಕಾರ — [633, 1305, 777, 1320]
dateline: ಮಂಡ್ಯ: — [207, 470, 227, 479]
max-temp: 37° — [533, 20, 571, 44]
finger-icon — [26, 68, 64, 106]
quote-box — [508, 360, 662, 548]
max-temp-label: ಗರಿಷ್ಠ — [535, 10, 548, 18]
dateline: ಮದ್ದೂರು: — [674, 348, 702, 357]
akshara-highlight — [632, 936, 770, 1137]
story-text: ದೇವಸ್ಥಾನ ಜೀರ್ಣೋದ್ಧಾರ ಸಮಿತಿಯ ಪದಾಧಿಕಾರಿಗಳು, ಗ್ರಾಮದ ಮುಖಂಡರು, ಭಕ್ತರು ಹಾಗೂ ಯುವಕರು ಸಭೆಯಲ್ಲಿ ಪಾಲ್ಗೊಂಡಿದ್ದರು. ದಾನಿಗಳು ಉದಾರವಾಗಿ ದೇಣಿಗೆ ನೀಡಬೇಕೆಂದು ಮನವಿ ಮಾಡಿದರು. ಈ ವೇಳೆ ಸಮಿತಿಯ ಅಧ್ಯಕ್ಷರು ಮಾತನಾಡಿದರು. — [742, 828, 920, 868]
story-headline: ಅಧ್ಯಕ್ಷರಾಗಿ ಎಸ್‌ಬಿಎ ಅಭ್ಯರ್ಥಿಗಳ ಆಯ್ಕೆ — [37, 450, 177, 481]
waqf-body-col3 — [508, 552, 662, 684]
waqf-sub-story — [364, 472, 502, 682]
annayya-headline: ಉಪಾಧ್ಯಕ್ಷರಾಗಿ ಅಣ್ಣಯ್ಯ ಆಯ್ಕೆ — [207, 694, 417, 718]
registration-marks-left — [88, 1406, 148, 1416]
masthead-rule — [25, 60, 920, 62]
